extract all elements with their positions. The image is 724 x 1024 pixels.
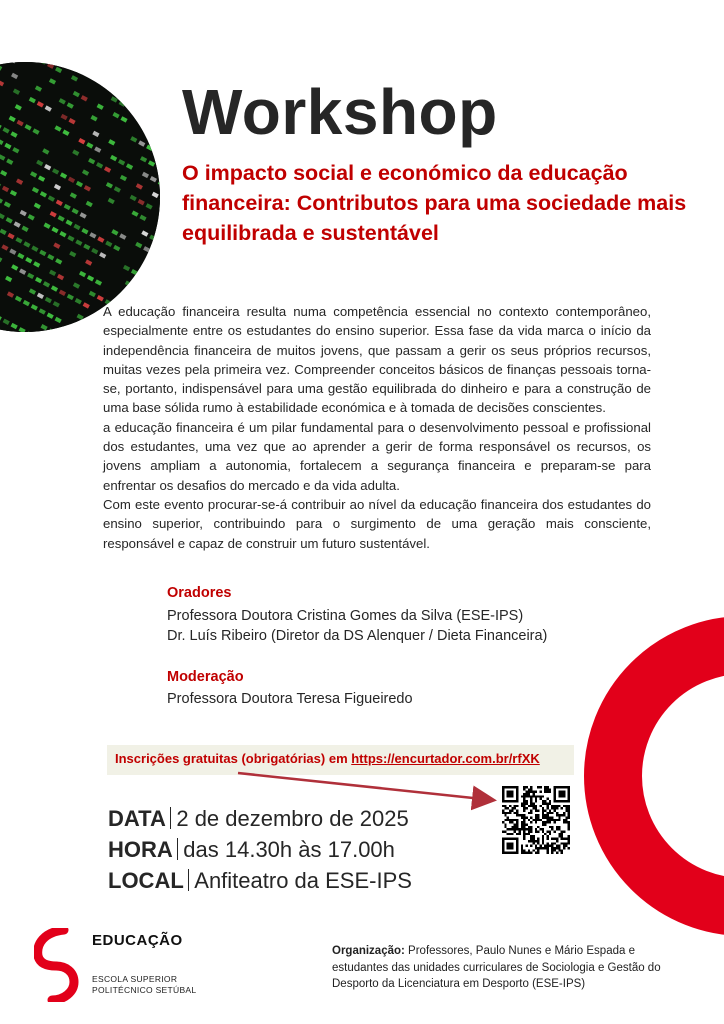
logo-title: EDUCAÇÃO xyxy=(92,932,183,949)
registration-link[interactable]: https://encurtador.com.br/rfXK xyxy=(351,751,540,766)
organization-label: Organização: xyxy=(332,945,405,957)
ips-logo-icon xyxy=(34,928,82,1002)
description-text xyxy=(103,302,651,553)
speaker-1: Professora Doutora Cristina Gomes da Silva (ESE-IPS) xyxy=(167,608,524,624)
registration-banner xyxy=(107,745,574,775)
paragraph-1: A educação financeira resulta numa competência essencial no contexto contemporâneo, especialmente entre os estudantes do ensino superior. Essa fase da vida marca o início da independência financeira de muitos jovens, que passam a gerir os seus próprios recursos, muitas vezes pela primeira vez. Compreender conceitos básicos de finanças pessoais torna-se, portanto, indispensável para uma gestão equilibrada do dinheiro e para a construção de uma base sólida rumo à estabilidade económica e à tomada de decisões conscientes. xyxy=(103,304,651,416)
place-line xyxy=(108,868,412,894)
paragraph-2: a educação financeira é um pilar fundamental para o desenvolvimento pessoal e profissional dos estudantes, uma vez que ao aprender a gerir de forma responsável os recursos, os jovens ampliam a autonomia, fortalecem a segurança financeira e preparam-se para enfrentar os desafios do mercado e da vida adulta. xyxy=(103,419,651,493)
time-label: HORA xyxy=(108,837,173,862)
stock-board-graphic xyxy=(0,62,160,332)
page-title: Workshop xyxy=(182,76,498,148)
place-value: Anfiteatro da ESE-IPS xyxy=(194,868,412,893)
qr-code-icon[interactable] xyxy=(502,786,570,854)
date-line xyxy=(108,806,409,832)
speaker-2: Dr. Luís Ribeiro (Diretor da DS Alenquer / Dieta Financeira) xyxy=(167,628,548,644)
logo-school-name xyxy=(92,974,196,996)
time-value: das 14.30h às 17.00h xyxy=(183,837,395,862)
red-ring-decoration xyxy=(584,616,724,936)
organization-details: Professores, Paulo Nunes e Mário Espada e estudantes das unidades curriculares de Sociologia e Gestão do Desporto da Licenciatura em Desporto (ESE-IPS) xyxy=(332,945,661,990)
date-value: 2 de dezembro de 2025 xyxy=(176,806,409,831)
moderator-name: Professora Doutora Teresa Figueiredo xyxy=(167,691,413,707)
page-subtitle: O impacto social e económico da educação financeira: Contributos para uma sociedade mais equilibrada e sustentável xyxy=(182,161,687,245)
organization-text xyxy=(332,943,692,993)
logo-school-line-2: POLITÉCNICO SETÚBAL xyxy=(92,985,197,995)
place-label: LOCAL xyxy=(108,868,184,893)
date-label: DATA xyxy=(108,806,166,831)
logo-school-line-1: ESCOLA SUPERIOR xyxy=(92,974,178,984)
registration-text: Inscrições gratuitas (obrigatórias) em xyxy=(115,751,352,766)
speakers-heading: Oradores xyxy=(167,585,232,601)
time-line xyxy=(108,837,395,863)
stock-board-image xyxy=(0,62,160,332)
paragraph-3: Com este evento procurar-se-á contribuir ao nível da educação financeira dos estudantes do ensino superior, contribuindo para o surgimento de uma geração mais consciente, responsável e capaz de construir um futuro sustentável. xyxy=(103,496,651,551)
moderation-heading: Moderação xyxy=(167,669,244,685)
